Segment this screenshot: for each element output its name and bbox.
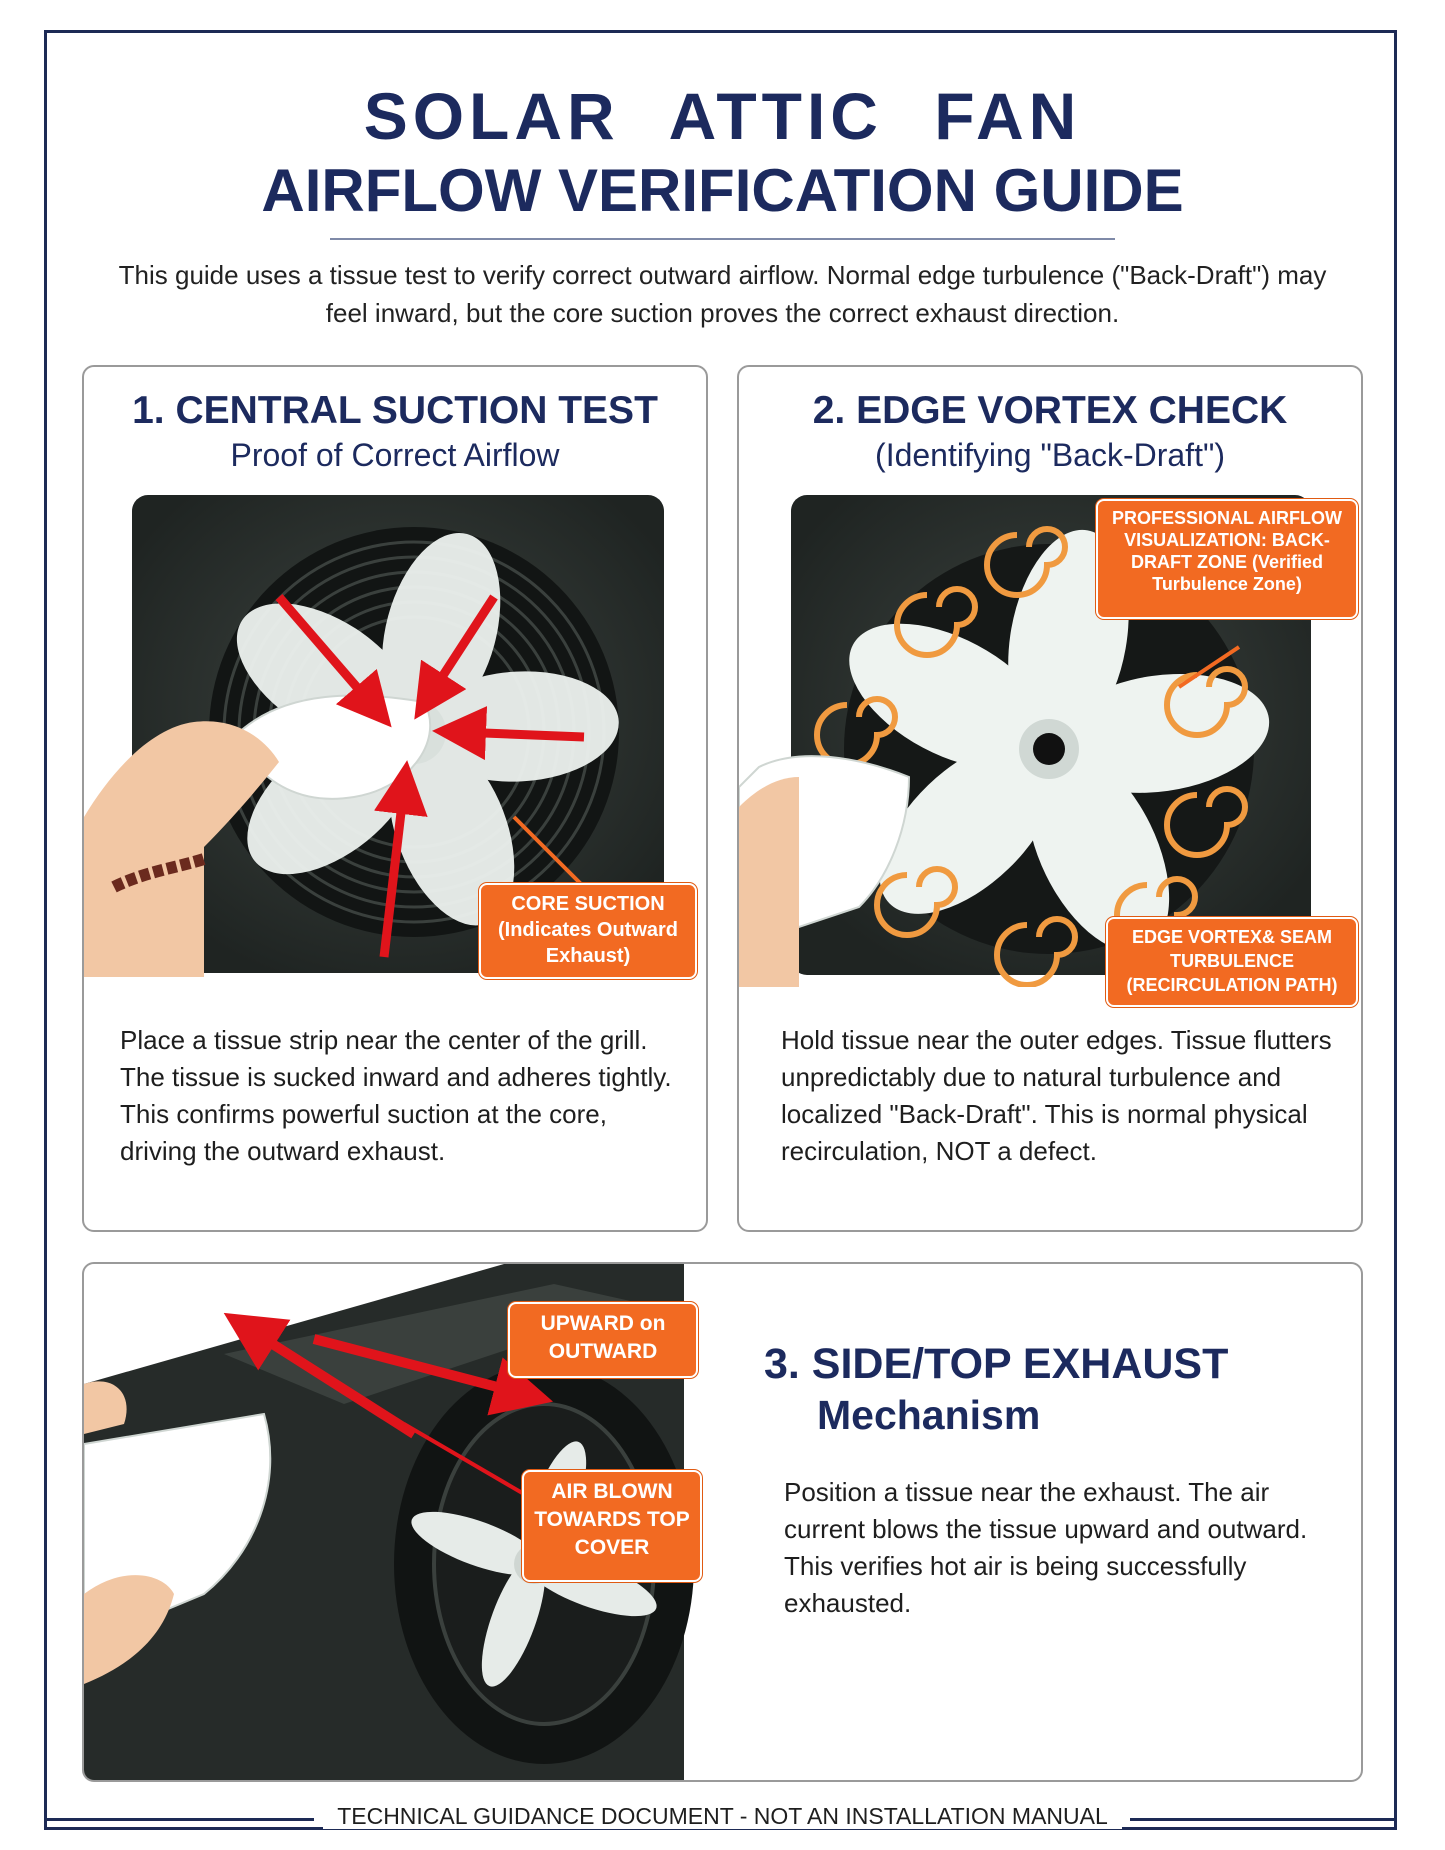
panel1-callout-core-suction: CORE SUCTION (Indicates Outward Exhaust) [479,883,697,979]
panel3-callout-upward: UPWARD on OUTWARD [508,1302,698,1378]
panel2-body: Hold tissue near the outer edges. Tissue flutters unpredictably due to natural turbulence and localized "Back-Draft". This is normal physical recirculation, NOT a defect. [781,1025,1332,1166]
footer-wrap [0,1803,1445,1830]
panel3-heading: 3. SIDE/TOP EXHAUST [764,1340,1229,1388]
footer-text: TECHNICAL GUIDANCE DOCUMENT - NOT AN INSTALLATION MANUAL [323,1803,1122,1829]
panel-edge-vortex [737,365,1363,1232]
panel3-callout-air-blown: AIR BLOWN TOWARDS TOP COVER [522,1470,702,1582]
intro-text: This guide uses a tissue test to verify correct outward airflow. Normal edge turbulence ("Back-Draft") may feel inward, but the core suction proves the correct exhaust direction. [118,260,1327,328]
title-line-1: SOLAR ATTIC FAN [363,79,1082,153]
title-line-2: AIRFLOW VERIFICATION GUIDE [261,157,1184,224]
panel2-callout-edge-vortex: EDGE VORTEX& SEAM TURBULENCE (RECIRCULATION PATH) [1106,917,1358,1007]
panel-side-top-exhaust [82,1262,1363,1782]
panel2-callout-back-draft: PROFESSIONAL AIRFLOW VISUALIZATION: BACK-DRAFT ZONE (Verified Turbulence Zone) [1096,499,1358,619]
panel1-body: Place a tissue strip near the center of the grill. The tissue is sucked inward and adheres tightly. This confirms powerful suction at the core, driving the outward exhaust. [120,1025,672,1166]
panel3-subheading: Mechanism [817,1392,1041,1438]
title-divider [330,238,1115,240]
panel3-body: Position a tissue near the exhaust. The air current blows the tissue upward and outward. This verifies hot air is being successfully exhausted. [784,1477,1308,1618]
panel1-heading: 1. CENTRAL SUCTION TEST [132,389,658,432]
panel-central-suction [82,365,708,1232]
panel2-subheading: (Identifying "Back-Draft") [875,437,1225,473]
panel1-subheading: Proof of Correct Airflow [230,437,560,473]
panel2-heading: 2. EDGE VORTEX CHECK [812,389,1288,432]
